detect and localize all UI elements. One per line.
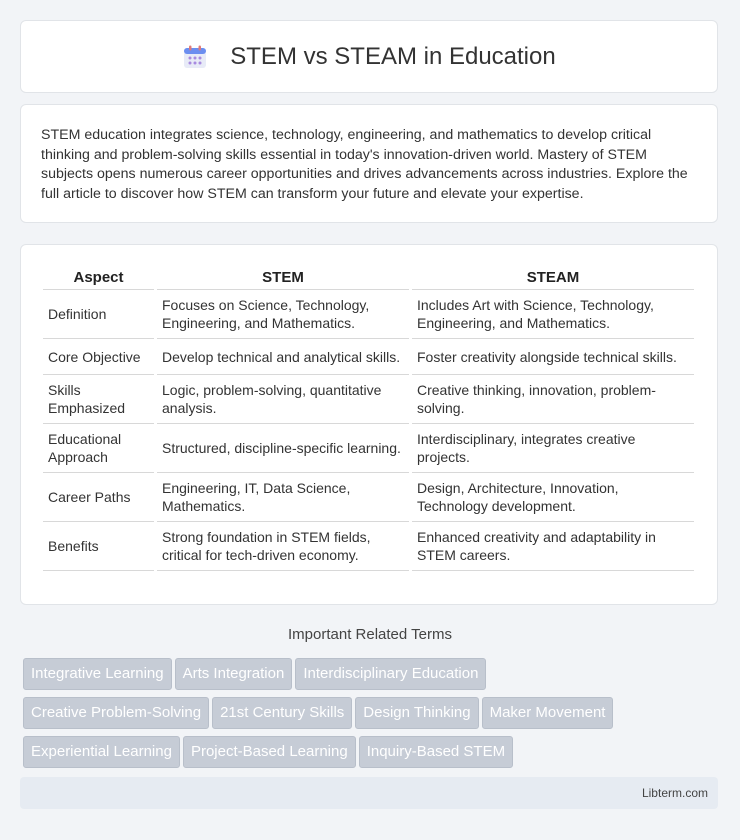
cell-aspect: Core Objective: [43, 339, 154, 375]
related-term-tag[interactable]: Experiential Learning: [23, 736, 180, 768]
cell-steam: Creative thinking, innovation, problem-solving.: [412, 375, 694, 424]
cell-stem: Engineering, IT, Data Science, Mathematics.: [157, 473, 409, 522]
intro-card: [20, 104, 718, 223]
related-term-tag[interactable]: Interdisciplinary Education: [295, 658, 486, 690]
related-term-tag[interactable]: Inquiry-Based STEM: [359, 736, 513, 768]
header-stem: STEM: [157, 265, 409, 290]
cell-steam: Enhanced creativity and adaptability in STEM careers.: [412, 522, 694, 571]
cell-stem: Structured, discipline-specific learning.: [157, 424, 409, 473]
cell-aspect: Career Paths: [43, 473, 154, 522]
footer: [20, 777, 718, 809]
cell-stem: Focuses on Science, Technology, Engineering, and Mathematics.: [157, 290, 409, 339]
related-term-tag[interactable]: Arts Integration: [175, 658, 293, 690]
related-term-tag[interactable]: Project-Based Learning: [183, 736, 356, 768]
header-aspect: Aspect: [43, 265, 154, 290]
cell-aspect: Definition: [43, 290, 154, 339]
header-steam: STEAM: [412, 265, 694, 290]
related-term-tag[interactable]: Design Thinking: [355, 697, 478, 729]
cell-aspect: Skills Emphasized: [43, 375, 154, 424]
related-term-tag[interactable]: Maker Movement: [482, 697, 614, 729]
calendar-icon: [182, 44, 208, 70]
intro-text: STEM education integrates science, technology, engineering, and mathematics to develop critical thinking and problem-solving skills essential in today's innovation-driven world. Mastery of STEM subjects opens numerous career opportunities and drives advancements across industries. Explore the full article to discover how STEM can transform your future and elevate your expertise.: [41, 127, 688, 202]
cell-steam: Interdisciplinary, integrates creative projects.: [412, 424, 694, 473]
cell-stem: Strong foundation in STEM fields, critical for tech-driven economy.: [157, 522, 409, 571]
table-row: [43, 473, 694, 522]
comparison-table: [40, 265, 697, 571]
table-row: [43, 339, 694, 375]
cell-steam: Foster creativity alongside technical skills.: [412, 339, 694, 375]
related-term-tag[interactable]: Integrative Learning: [23, 658, 172, 690]
cell-aspect: Benefits: [43, 522, 154, 571]
cell-stem: Develop technical and analytical skills.: [157, 339, 409, 375]
table-row: [43, 424, 694, 473]
comparison-table-card: [20, 244, 718, 605]
related-term-tag[interactable]: 21st Century Skills: [212, 697, 352, 729]
table-row: [43, 375, 694, 424]
related-terms-list: [23, 658, 723, 775]
cell-steam: Includes Art with Science, Technology, Engineering, and Mathematics.: [412, 290, 694, 339]
cell-aspect: Educational Approach: [43, 424, 154, 473]
title-card: [20, 20, 718, 93]
cell-steam: Design, Architecture, Innovation, Technology development.: [412, 473, 694, 522]
table-row: [43, 522, 694, 571]
footer-site-link[interactable]: Libterm.com: [641, 786, 708, 800]
related-term-tag[interactable]: Creative Problem-Solving: [23, 697, 209, 729]
page-title: STEM vs STEAM in Education: [230, 42, 556, 70]
related-terms-heading: Important Related Terms: [288, 626, 452, 643]
cell-stem: Logic, problem-solving, quantitative analysis.: [157, 375, 409, 424]
table-row: [43, 290, 694, 339]
table-header-row: [43, 265, 694, 290]
